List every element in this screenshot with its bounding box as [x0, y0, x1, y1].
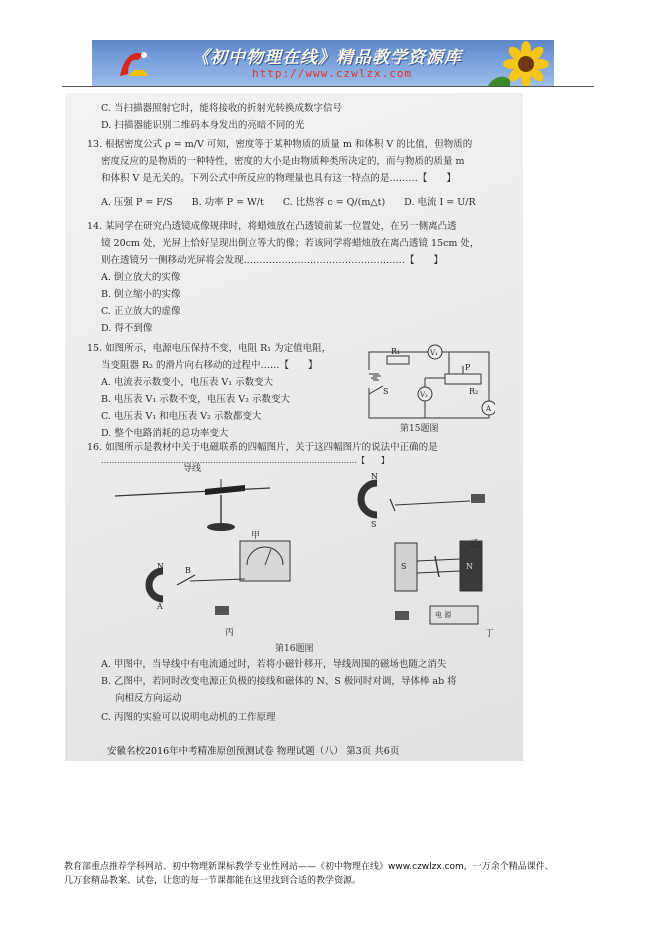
question-14: 14. 某同学在研究凸透镜成像规律时，将蜡烛放在凸透镜前某一位置处，在另一侧离凸透	[87, 221, 457, 232]
footer-line-2: 几万套精品教案、试卷，让您的每一节课都能在这里找到合适的教学资源。	[64, 876, 362, 886]
question-15: 15. 如图所示，电源电压保持不变，电阻 R₁ 为定值电阻，	[87, 343, 332, 354]
question-line: ……………………………………………………………………………………【 】	[101, 456, 389, 465]
figure-yi-label: 乙	[470, 539, 480, 549]
option-line: A. 甲图中，当导线中有电流通过时，若将小磁针移开，导线周围的磁场也随之消失	[101, 659, 447, 670]
option-line: C. 当扫描器照射它时，能将接收的折射光转换成数字信号	[101, 103, 342, 114]
question-13-options: A. 压强 P = F/S B. 功率 P = W/t C. 比热容 c = Q/(m△t) D. 电流 I = U/R	[101, 197, 476, 208]
question-line: 则在透镜另一侧移动光屏将会发现……………………………………………【 】	[101, 255, 444, 266]
option-line: B. 乙图中，若同时改变电源正负极的接线和磁体的 N、S 极同时对调，导体棒 ab 将	[101, 676, 457, 687]
exam-page-footer: 安徽名校2016年中考精准原创预测试卷 物理试题（八） 第3页 共6页	[107, 746, 400, 757]
figure-ding-label: 丁	[485, 629, 495, 639]
svg-text:N: N	[157, 562, 164, 571]
banner-title: 《初中物理在线》精品教学资源库	[192, 48, 462, 68]
v1-label: V₁	[430, 349, 438, 357]
svg-text:A: A	[157, 602, 163, 611]
svg-text:B: B	[185, 566, 191, 575]
question-line: 镜 20cm 处，光屏上恰好呈现出倒立等大的像；若该同学将蜡烛放在离凸透镜 15cm 处，	[101, 238, 480, 249]
document-footer	[64, 860, 604, 888]
power-source-label: 电 源	[435, 611, 452, 619]
option-line: 向相反方向运动	[115, 693, 182, 704]
banner-url[interactable]: http://www.czwlzx.com	[252, 67, 413, 80]
option-line: A. 电流表示数变小，电压表 V₁ 示数变大	[101, 377, 274, 388]
p-label: P	[465, 363, 471, 372]
sunflower-icon	[484, 40, 554, 86]
v2-label: V₂	[420, 391, 428, 399]
header-banner	[92, 40, 554, 86]
switch-label: S	[383, 387, 389, 396]
option-line: A. 倒立放大的实像	[101, 272, 181, 283]
figure-jia-label: 甲	[251, 531, 261, 541]
option-line: D. 整个电路消耗的总功率变大	[101, 428, 229, 439]
svg-text:S: S	[401, 562, 407, 571]
question-line: 当变阻器 R₂ 的滑片向右移动的过程中……【 】	[101, 360, 318, 371]
r2-label: R₂	[469, 387, 479, 396]
circuit-diagram	[365, 344, 495, 424]
option-line: D. 扫描器能识别二维码本身发出的亮暗不同的光	[101, 120, 305, 131]
figure-jia	[115, 479, 270, 531]
exam-page-photo	[65, 93, 523, 761]
footer-line-1: 教育部重点推荐学科网站、初中物理新课标教学专业性网站——《初中物理在线》www.czwlzx.com，一万余个精品课件、	[64, 862, 554, 872]
svg-text:S: S	[371, 520, 377, 529]
wire-label: 导线	[183, 464, 202, 474]
ammeter-label: A	[486, 405, 492, 413]
question-line: 和体积 V 是无关的。下列公式中所反应的物理量也具有这一特点的是………【 】	[101, 173, 456, 184]
option-line: B. 倒立缩小的实像	[101, 289, 181, 300]
option-line: D. 得不到像	[101, 323, 153, 334]
question-line: 密度反应的是物质的一种特性，密度的大小是由物质种类所决定的，而与物质的质量 m	[101, 156, 465, 167]
option-line: C. 正立放大的虚像	[101, 306, 181, 317]
question-16: 16. 如图所示是教材中关于电磁联系的四幅图片，关于这四幅图片的说法中正确的是	[87, 442, 438, 453]
figure-15-caption: 第15题图	[400, 424, 439, 434]
figure-16-caption: 第16题图	[275, 644, 314, 654]
svg-text:N: N	[466, 562, 473, 571]
header-divider	[62, 86, 594, 87]
figure-bing	[149, 541, 290, 615]
question-13: 13. 根据密度公式 ρ = m/V 可知，密度等于某种物质的质量 m 和体积 V 的比值，但物质的	[87, 139, 473, 150]
site-logo-icon	[114, 46, 154, 82]
svg-text:N: N	[371, 472, 378, 481]
figure-bing-label: 丙	[225, 628, 235, 638]
r1-label: R₁	[391, 347, 401, 356]
option-line: B. 电压表 V₁ 示数不变，电压表 V₂ 示数变大	[101, 394, 290, 405]
figure-yi	[361, 472, 485, 529]
option-line: C. 丙图的实验可以说明电动机的工作原理	[101, 712, 276, 723]
option-line: C. 电压表 V₁ 和电压表 V₂ 示数都变大	[101, 411, 262, 422]
